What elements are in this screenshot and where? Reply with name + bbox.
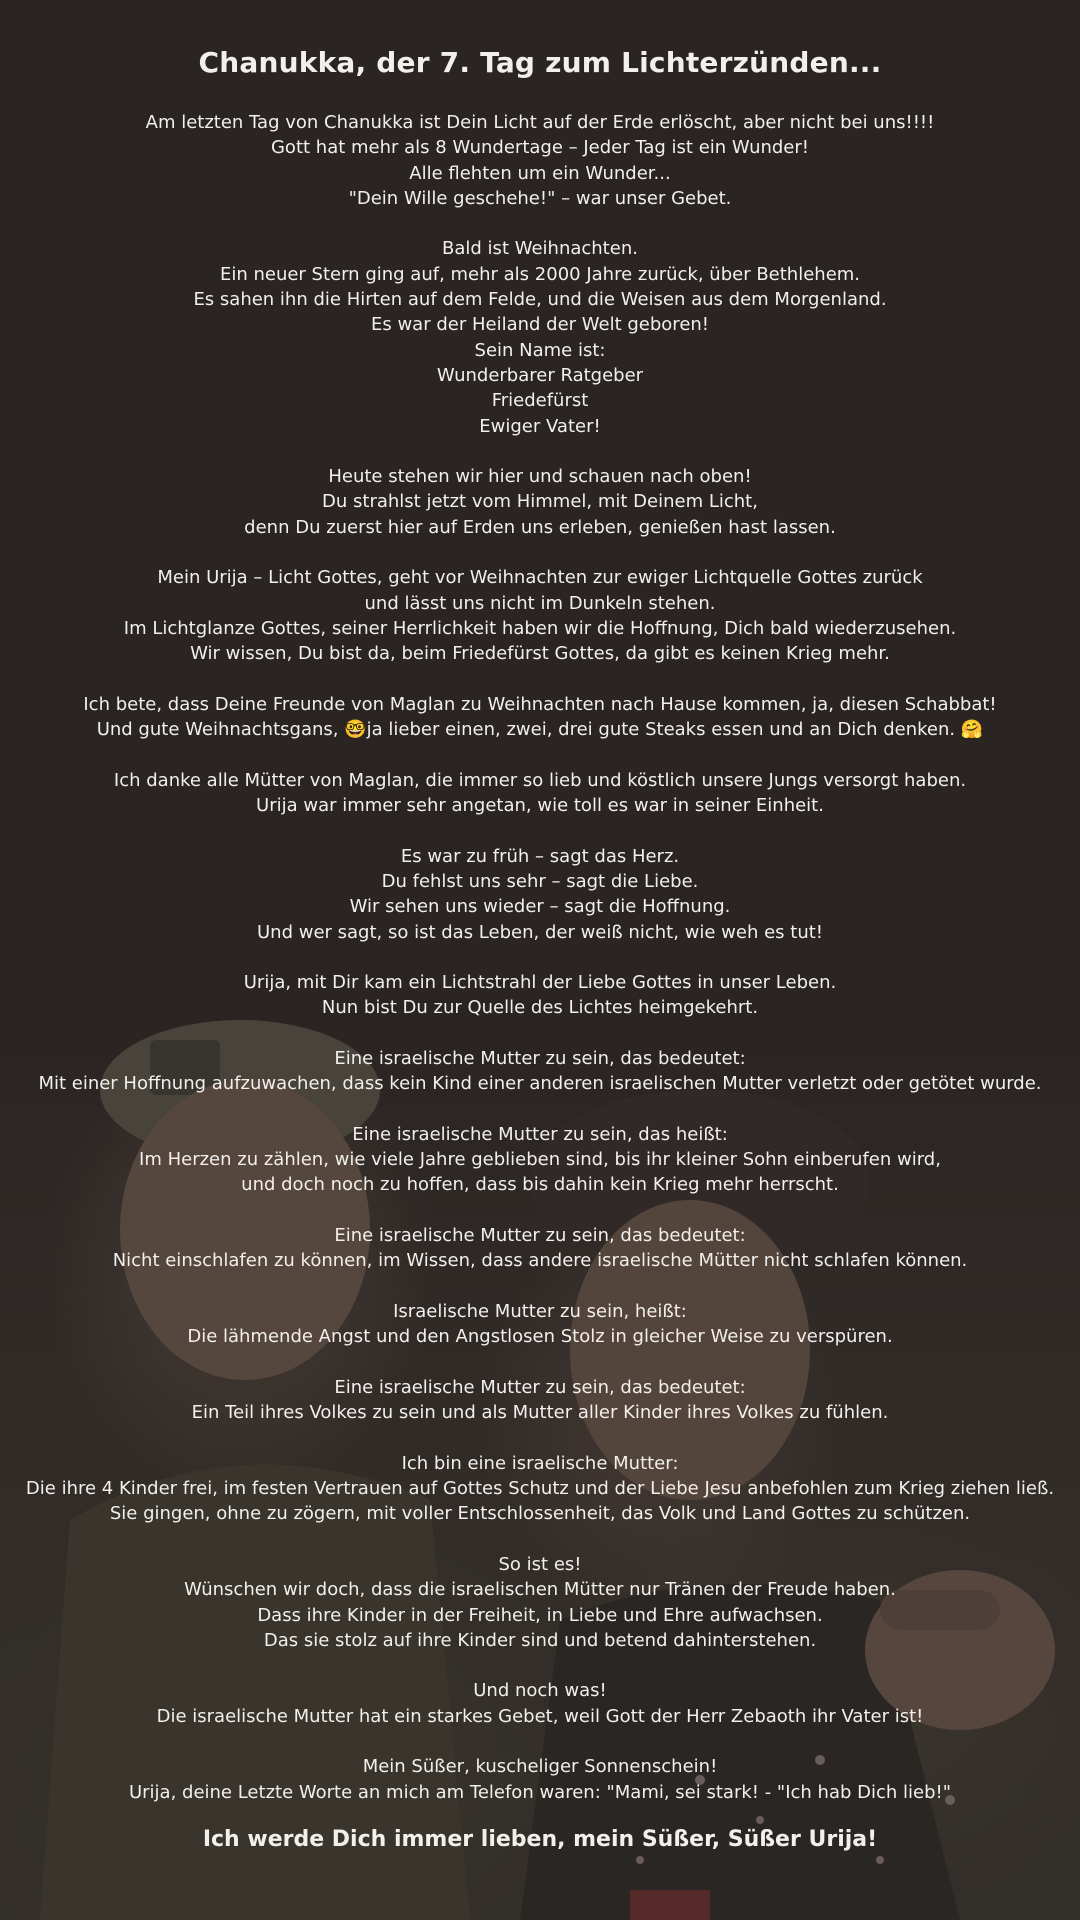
poem-line: Wünschen wir doch, dass die israelischen Mütter nur Tränen der Freude haben. xyxy=(184,1579,896,1601)
poem-line: Im Lichtglanze Gottes, seiner Herrlichkeit haben wir die Hoffnung, Dich bald wiederzusehen. xyxy=(123,617,957,639)
poem-stanza xyxy=(20,844,1060,945)
poem-line: Die lähmende Angst und den Angstlosen Stolz in gleicher Weise zu verspüren. xyxy=(187,1326,893,1348)
red-cup xyxy=(630,1890,710,1920)
poem-stanza xyxy=(20,110,1060,211)
poem-stanza xyxy=(20,1451,1060,1527)
poem-stanza xyxy=(20,565,1060,666)
poem-line: Urija, deine Letzte Worte an mich am Telefon waren: "Mami, sei stark! - "Ich hab Dich lieb!" xyxy=(128,1781,952,1803)
poem-line: Du fehlst uns sehr – sagt die Liebe. xyxy=(381,870,699,892)
poem-line: Ich danke alle Mütter von Maglan, die immer so lieb und köstlich unsere Jungs versorgt haben. xyxy=(113,769,967,791)
poem-line: Ein neuer Stern ging auf, mehr als 2000 Jahre zurück, über Bethlehem. xyxy=(219,263,861,285)
poem-line: Gott hat mehr als 8 Wundertage – Jeder Tag ist ein Wunder! xyxy=(270,137,809,159)
poem-line: So ist es! xyxy=(498,1553,582,1575)
poem-line: Du strahlst jetzt vom Himmel, mit Deinem Licht, xyxy=(322,491,758,513)
poem-body xyxy=(0,110,1080,1805)
poem-line: denn Du zuerst hier auf Erden uns erleben, genießen hast lassen. xyxy=(244,516,836,538)
poem-line: Israelische Mutter zu sein, heißt: xyxy=(393,1300,687,1322)
poem-line: Eine israelische Mutter zu sein, das heißt: xyxy=(352,1123,728,1145)
poem-stanza xyxy=(20,1678,1060,1729)
poem-line: Und noch was! xyxy=(473,1680,607,1702)
poem-line: Eine israelische Mutter zu sein, das bedeutet: xyxy=(334,1376,746,1398)
poem-line: Wunderbarer Ratgeber xyxy=(436,364,644,386)
poem-line: Mein Urija – Licht Gottes, geht vor Weihnachten zur ewiger Lichtquelle Gottes zurück xyxy=(157,567,923,589)
poem-line: Nun bist Du zur Quelle des Lichtes heimgekehrt. xyxy=(321,997,759,1019)
poem-line: Ewiger Vater! xyxy=(479,415,601,437)
poem-line: Wir wissen, Du bist da, beim Friedefürst Gottes, da gibt es keinen Krieg mehr. xyxy=(190,643,890,665)
poem-line: Es war zu früh – sagt das Herz. xyxy=(400,845,680,867)
poem-line: Die ihre 4 Kinder frei, im festen Vertrauen auf Gottes Schutz und der Liebe Jesu anbefohlen zum Krieg ziehen ließ. xyxy=(25,1478,1055,1500)
poem-line: Dass ihre Kinder in der Freiheit, in Liebe und Ehre aufwachsen. xyxy=(257,1604,823,1626)
poem-line: Mit einer Hoffnung aufzuwachen, dass kein Kind einer anderen israelischen Mutter verletzt oder getötet wurde. xyxy=(38,1073,1042,1095)
poem-stanza xyxy=(20,1046,1060,1097)
poem-line: Mein Süßer, kuscheliger Sonnenschein! xyxy=(362,1756,718,1778)
poem-line: und doch noch zu hoffen, dass bis dahin kein Krieg mehr herrscht. xyxy=(241,1174,839,1196)
poem-line: Die israelische Mutter hat ein starkes Gebet, weil Gott der Herr Zebaoth ihr Vater ist! xyxy=(156,1705,924,1727)
poem-stanza xyxy=(20,464,1060,540)
poem-line: Am letzten Tag von Chanukka ist Dein Licht auf der Erde erlöscht, aber nicht bei uns!!!! xyxy=(145,112,935,133)
page-title: Chanukka, der 7. Tag zum Lichterzünden... xyxy=(198,46,882,79)
closing-line: Ich werde Dich immer lieben, mein Süßer, Süßer Urija! xyxy=(202,1826,878,1852)
poem-line: Eine israelische Mutter zu sein, das bedeutet: xyxy=(334,1225,746,1247)
poem-line: Und gute Weihnachtsgans, 🤓ja lieber einen, zwei, drei gute Steaks essen und an Dich denken. 🤗 xyxy=(96,719,984,741)
poem-line: Wir sehen uns wieder – sagt die Hoffnung. xyxy=(349,896,731,918)
poem-stanza xyxy=(20,692,1060,743)
poem-line: Nicht einschlafen zu können, im Wissen, dass andere israelische Mütter nicht schlafen können. xyxy=(112,1250,968,1272)
poem-line: Ich bin eine israelische Mutter: xyxy=(401,1452,679,1474)
poem-line: Ein Teil ihres Volkes zu sein und als Mutter aller Kinder ihres Volkes zu fühlen. xyxy=(191,1402,889,1424)
poem-line: Im Herzen zu zählen, wie viele Jahre geblieben sind, bis ihr kleiner Sohn einberufen wird, xyxy=(139,1149,941,1171)
poem-line: Bald ist Weihnachten. xyxy=(442,238,638,260)
poem-line: Urija, mit Dir kam ein Lichtstrahl der Liebe Gottes in unser Leben. xyxy=(243,972,837,994)
poem-line: Sie gingen, ohne zu zögern, mit voller Entschlossenheit, das Volk und Land Gottes zu schützen. xyxy=(109,1503,971,1525)
flower-dot xyxy=(636,1856,644,1864)
poem-line: Ich bete, dass Deine Freunde von Maglan zu Weihnachten nach Hause kommen, ja, diesen Schabbat! xyxy=(83,693,997,715)
poem-line: Alle flehten um ein Wunder... xyxy=(409,162,671,184)
poem-stanza xyxy=(20,1223,1060,1274)
poem-stanza xyxy=(20,1754,1060,1805)
poem-stanza xyxy=(20,1375,1060,1426)
poem-stanza xyxy=(20,970,1060,1021)
poem-line: Sein Name ist: xyxy=(474,339,606,361)
poem-line: Es war der Heiland der Welt geboren! xyxy=(370,314,710,336)
poem-stanza xyxy=(20,768,1060,819)
poem-stanza xyxy=(20,236,1060,438)
poem-line: Eine israelische Mutter zu sein, das bedeutet: xyxy=(334,1047,746,1069)
poem-line: "Dein Wille geschehe!" – war unser Gebet. xyxy=(348,187,732,209)
poem-line: und lässt uns nicht im Dunkeln stehen. xyxy=(364,592,716,614)
poem-line: Und wer sagt, so ist das Leben, der weiß nicht, wie weh es tut! xyxy=(257,921,823,943)
flower-dot xyxy=(876,1856,884,1864)
poem-stanza xyxy=(20,1552,1060,1653)
poem-line: Es sahen ihn die Hirten auf dem Felde, und die Weisen aus dem Morgenland. xyxy=(193,289,887,311)
poem-stanza xyxy=(20,1299,1060,1350)
poem-stanza xyxy=(20,1122,1060,1198)
poem-line: Das sie stolz auf ihre Kinder sind und betend dahinterstehen. xyxy=(263,1629,817,1651)
poem-line: Friedefürst xyxy=(491,390,589,412)
poem-line: Urija war immer sehr angetan, wie toll es war in seiner Einheit. xyxy=(256,795,824,817)
poem-line: Heute stehen wir hier und schauen nach oben! xyxy=(328,466,752,488)
